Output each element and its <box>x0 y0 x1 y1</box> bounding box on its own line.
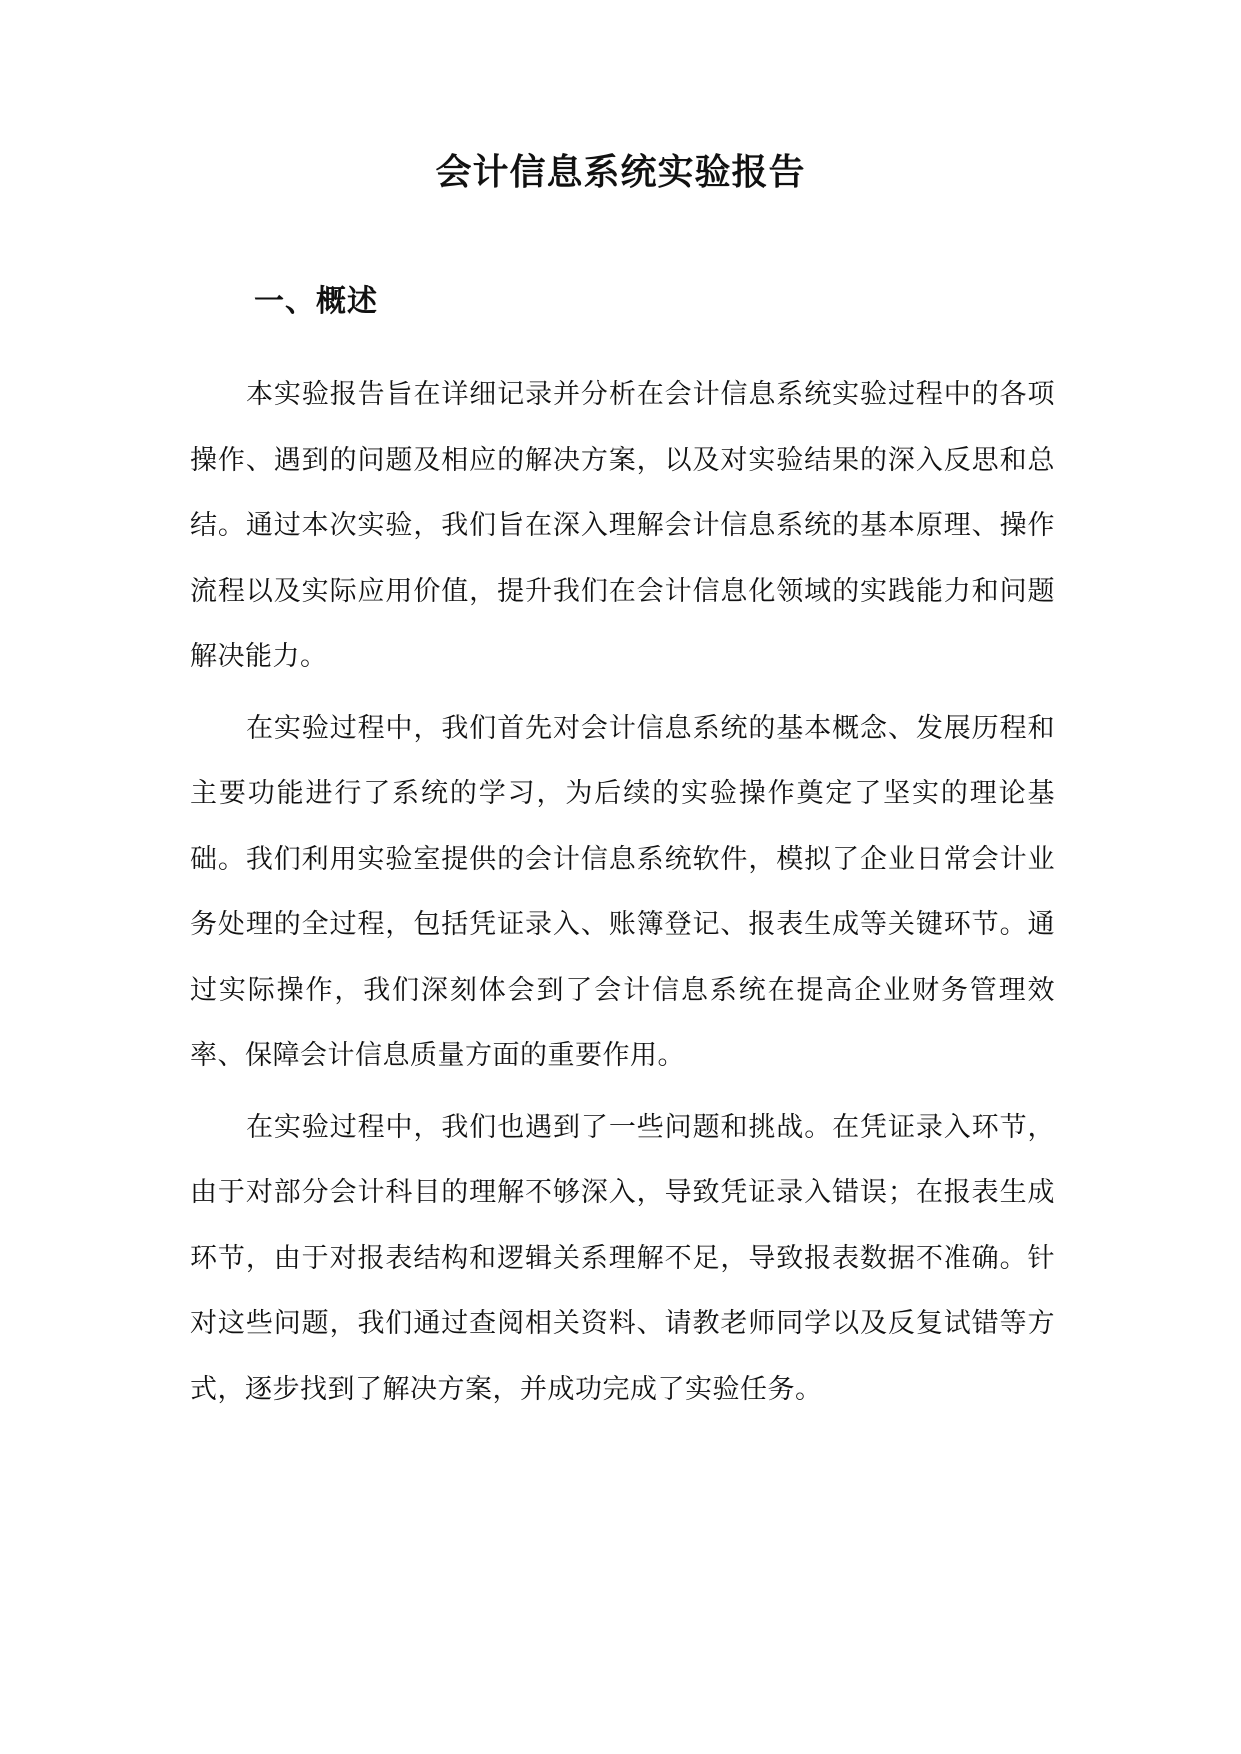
section-heading-overview: 一、概述 <box>254 284 378 319</box>
document-body <box>190 362 1055 1428</box>
document-title: 会计信息系统实验报告 <box>435 151 806 193</box>
paragraph: 本实验报告旨在详细记录并分析在会计信息系统实验过程中的各项操作、遇到的问题及相应的解决方案，以及对实验结果的深入反思和总结。通过本次实验，我们旨在深入理解会计信息系统的基本原理、操作流程以及实际应用价值，提升我们在会计信息化领域的实践能力和问题解决能力。 <box>190 379 1055 672</box>
paragraph: 在实验过程中，我们首先对会计信息系统的基本概念、发展历程和主要功能进行了系统的学习，为后续的实验操作奠定了坚实的理论基础。我们利用实验室提供的会计信息系统软件，模拟了企业日常会计业务处理的全过程，包括凭证录入、账簿登记、报表生成等关键环节。通过实际操作，我们深刻体会到了会计信息系统在提高企业财务管理效率、保障会计信息质量方面的重要作用。 <box>190 712 1055 1071</box>
paragraph: 在实验过程中，我们也遇到了一些问题和挑战。在凭证录入环节，由于对部分会计科目的理解不够深入，导致凭证录入错误；在报表生成环节，由于对报表结构和逻辑关系理解不足，导致报表数据不准确。针对这些问题，我们通过查阅相关资料、请教老师同学以及反复试错等方式，逐步找到了解决方案，并成功完成了实验任务。 <box>190 1111 1055 1405</box>
